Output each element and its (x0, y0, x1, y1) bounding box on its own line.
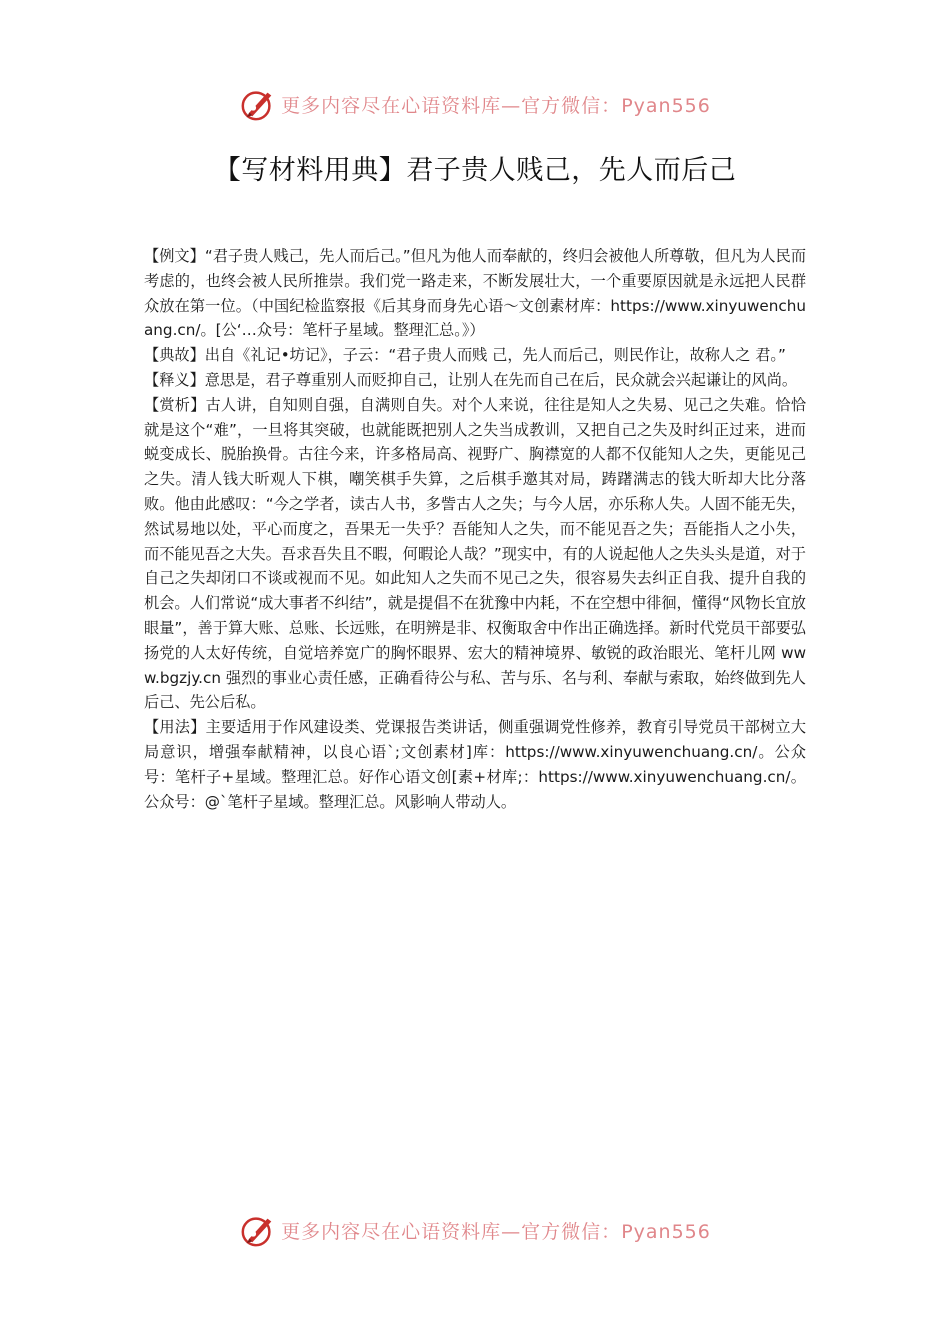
paragraph-text: 出自《礼记•坊记》，子云：“君子贵人而贱 己，先人而后己，则民作让，故称人之 君。” (204, 346, 786, 365)
paragraph-appreciation (144, 393, 806, 715)
paragraph-usage (144, 715, 806, 814)
paragraph-example (144, 244, 806, 343)
page-title: 【写材料用典】君子贵人贱己，先人而后己 (213, 155, 737, 186)
paragraph-text: 古人讲，自知则自强，自满则自失。对个人来说，往往是知人之失易、见己之失难。恰恰就是这个“难”，一旦将其突破，也就能既把别人之失当成教训，又把自己之失及时纠正过来，进而蜕变成长、脱胎换骨。古往今来，许多格局高、视野广、胸襟宽的人都不仅能知人之失，更能见己之失。清人钱大昕观人下棋，嘲笑棋手失算，之后棋手邀其对局，踌躇满志的钱大昕却大比分落败。他由此感叹：“今之学者，读古人书，多訾古人之失；与今人居，亦乐称人失。人固不能无失，然试易地以处，平心而度之，吾果无一失乎？吾能知人之失，而不能见吾之失；吾能指人之小失，而不能见吾之大失。吾求吾失且不暇，何暇论人哉？”现实中，有的人说起他人之失头头是道，对于自己之失却闭口不谈或视而不见。如此知人之失而不见己之失，很容易失去纠正自我、提升自我的机会。人们常说“成大事者不纠结”，就是提倡不在犹豫中内耗，不在空想中徘徊，懂得“风物长宜放眼量”，善于算大账、总账、长远账，在明辨是非、权衡取舍中作出正确选择。新时代党员干部要弘扬党的人太好传统，自觉培养宽广的胸怀眼界、宏大的精神境界、敏锐的政治眼光、笔杆儿网 www.bgzjy.cn 强烈的事业心责任感，正确看待公与私、苦与乐、名与利、奉献与索取，始终做到先人后己、先公后私。 (144, 395, 807, 712)
paragraph-tag: 【释义】 (144, 370, 205, 389)
paragraph-text: 主要适用于作风建设类、党课报告类讲话，侧重强调党性修养，教育引导党员干部树立大局意识，增强奉献精神，以良心语`;文创素材]库：https://www.xinyuwenchuang.cn/。公众号：笔杆子+星域。整理汇总。好作心语文创[素+材库;：https://www.xinyuwenchuang.cn/。公众号：@`笔杆子星域。整理汇总。风影响人带动人。 (144, 718, 807, 811)
pen-logo-icon (239, 1211, 277, 1249)
pen-logo-icon (239, 85, 277, 123)
article-body (144, 244, 806, 814)
watermark-banner-top (0, 82, 950, 126)
paragraph-text: 意思是，君子尊重别人而贬抑自己，让别人在先而自己在后，民众就会兴起谦让的风尚。 (204, 370, 798, 389)
paragraph-tag: 【用法】 (144, 718, 206, 737)
paragraph-tag: 【典故】 (144, 346, 205, 365)
paragraph-meaning (144, 368, 806, 393)
paragraph-tag: 【例文】 (144, 247, 205, 265)
paragraph-text: “君子贵人贱己，先人而后己。”但凡为他人而奉献的，终归会被他人所尊敬，但凡为人民而考虑的，也终会被人民所推崇。我们党一路走来，不断发展壮大，一个重要原因就是永远把人民群众放在第一位。（中国纪检监察报《后其身而身先心语～文创素材库：https://www.xinyuwenchuang.cn/。[公‘…众号：笔杆子星域。整理汇总。》） (144, 247, 807, 340)
paragraph-allusion (144, 343, 806, 368)
watermark-text: 更多内容尽在心语资料库—官方微信：Pyan556 (281, 1220, 711, 1243)
watermark-banner-bottom (0, 1208, 950, 1252)
paragraph-tag: 【赏析】 (144, 395, 206, 414)
watermark-text: 更多内容尽在心语资料库—官方微信：Pyan556 (281, 94, 711, 117)
